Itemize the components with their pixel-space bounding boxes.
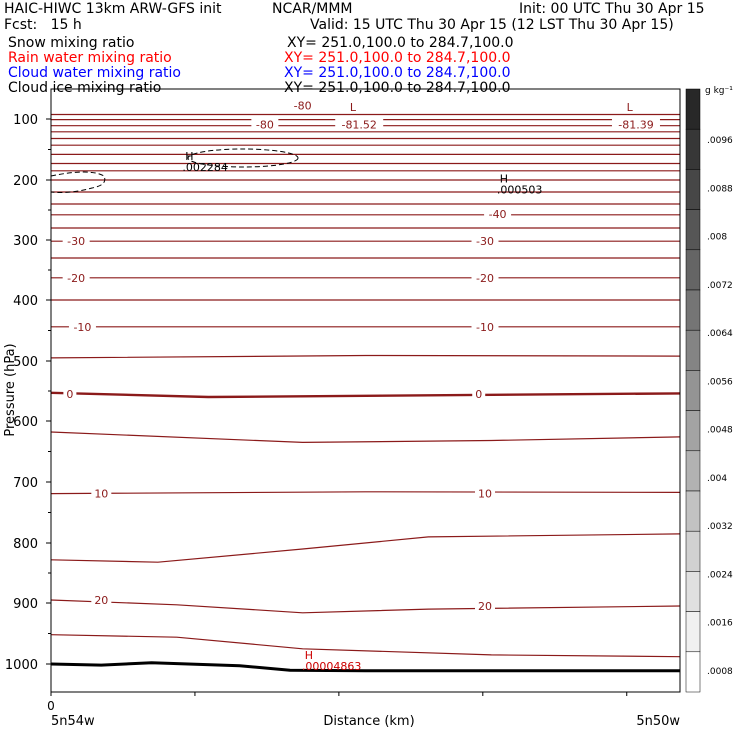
- y-tick-label: 200: [13, 174, 38, 189]
- y-axis-title: Pressure (hPa): [3, 343, 18, 437]
- isotherm-line: [51, 534, 680, 562]
- isotherm-label: -30: [67, 235, 86, 249]
- colorbar-band: [686, 612, 700, 652]
- field-snow-name: Snow mixing ratio: [8, 35, 135, 51]
- colorbar-tick-label: .0032: [707, 522, 733, 533]
- isotherm-label: -81.52: [341, 118, 377, 132]
- isotherm-label: 0: [66, 388, 74, 401]
- colorbar-band: [686, 290, 700, 330]
- field-rain-name: Rain water mixing ratio: [8, 50, 172, 66]
- colorbar-tick-label: .008: [707, 232, 728, 243]
- colorbar-band: [686, 531, 700, 571]
- colorbar-tick-label: .0088: [707, 184, 733, 195]
- title-left: HAIC-HIWC 13km ARW-GFS init: [4, 1, 222, 17]
- isotherm-line: [51, 600, 680, 613]
- colorbar-tick-label: .0064: [707, 329, 733, 340]
- colorbar-unit: g kg⁻¹: [705, 86, 733, 96]
- extremum-marker: H: [185, 149, 194, 163]
- y-tick-label: 300: [13, 234, 38, 249]
- colorbar-band: [686, 89, 700, 129]
- y-tick-label: 700: [13, 476, 38, 491]
- isotherm-label: -40: [488, 208, 507, 222]
- isotherm-label: -81.39: [618, 118, 654, 132]
- colorbar-band: [686, 330, 700, 370]
- ground-surface-line: [51, 663, 680, 671]
- colorbar-band: [686, 571, 700, 611]
- zero-isotherm-line: [51, 393, 680, 397]
- isotherm-label: -30: [476, 235, 494, 249]
- x-tick-label: 0: [47, 699, 55, 713]
- x-axis-title: Distance (km): [323, 714, 415, 729]
- extremum-marker: L: [626, 100, 633, 114]
- contour-labels: [63, 99, 660, 674]
- y-tick-label: 400: [13, 294, 38, 309]
- isotherm-line: [51, 356, 680, 358]
- y-tick-label: 500: [13, 355, 38, 370]
- y-tick-label: 800: [13, 537, 38, 552]
- extremum-marker: H: [499, 172, 509, 186]
- isotherm-label: 20: [94, 594, 109, 607]
- isotherm-line: [51, 492, 680, 494]
- field-cloudice-xy: XY= 251.0,100.0 to 284.7,100.0: [284, 80, 511, 96]
- isotherm-label: 0: [475, 388, 483, 401]
- colorbar-band: [686, 451, 700, 491]
- isotherm-line: [51, 432, 680, 442]
- title-center: NCAR/MMM: [272, 1, 353, 17]
- colorbar-tick-label: .0072: [707, 280, 733, 291]
- isotherm-label: -10: [476, 320, 494, 334]
- colorbar-tick-label: .004: [707, 473, 728, 484]
- init-time: Init: 00 UTC Thu 30 Apr 15: [519, 1, 705, 17]
- isotherm-line: [51, 635, 680, 657]
- y-tick-label: 600: [13, 415, 38, 430]
- field-cloudwater-name: Cloud water mixing ratio: [8, 65, 181, 81]
- extremum-marker: L: [349, 100, 356, 114]
- isotherm-label: -20: [67, 271, 86, 285]
- forecast-hour: Fcst: 15 h: [4, 17, 82, 33]
- colorbar-band: [686, 491, 700, 531]
- colorbar-band: [686, 411, 700, 451]
- y-tick-label: 100: [13, 113, 38, 128]
- field-cloudice-name: Cloud ice mixing ratio: [8, 80, 162, 96]
- y-tick-label: 1000: [4, 658, 38, 673]
- colorbar-tick-label: .0056: [707, 377, 733, 388]
- field-cloudwater-xy: XY= 251.0,100.0 to 284.7,100.0: [284, 65, 511, 81]
- colorbar-tick-label: .0096: [707, 136, 733, 146]
- colorbar-tick-label: .0008: [707, 667, 733, 677]
- extremum-value: .002284: [182, 160, 228, 174]
- field-rain-xy: XY= 251.0,100.0 to 284.7,100.0: [284, 50, 511, 66]
- colorbar-tick-label: .0024: [707, 570, 733, 581]
- isotherm-label: -10: [73, 320, 92, 334]
- extremum-marker: H: [304, 649, 314, 663]
- isotherm-label: -80: [255, 118, 274, 132]
- cloud-ice-contour: [51, 172, 105, 193]
- colorbar-band: [686, 370, 700, 410]
- colorbar-band: [686, 169, 700, 209]
- y-tick-label: 900: [13, 597, 38, 612]
- isotherm-label: -80: [293, 99, 312, 113]
- colorbar-band: [686, 652, 700, 692]
- colorbar-tick-label: .0048: [707, 425, 733, 436]
- x-start-label: 5n54w: [51, 714, 95, 729]
- extremum-value: .000503: [496, 183, 543, 197]
- isotherm-label: 10: [94, 487, 109, 501]
- x-end-label: 5n50w: [636, 714, 680, 729]
- field-snow-xy: XY= 251.0,100.0 to 284.7,100.0: [287, 35, 514, 51]
- colorbar-band: [686, 210, 700, 250]
- isotherm-label: -20: [476, 271, 494, 285]
- colorbar-band: [686, 250, 700, 290]
- isotherm-contours: [51, 115, 680, 657]
- valid-time: Valid: 15 UTC Thu 30 Apr 15 (12 LST Thu 30 Apr 15): [310, 17, 674, 33]
- isotherm-label: 20: [478, 600, 493, 614]
- distance-axis: [47, 692, 627, 713]
- colorbar-band: [686, 129, 700, 169]
- isotherm-label: 10: [478, 487, 493, 501]
- colorbar: [686, 89, 733, 692]
- colorbar-tick-label: .0016: [707, 618, 733, 629]
- extremum-value: .00004863: [301, 660, 362, 674]
